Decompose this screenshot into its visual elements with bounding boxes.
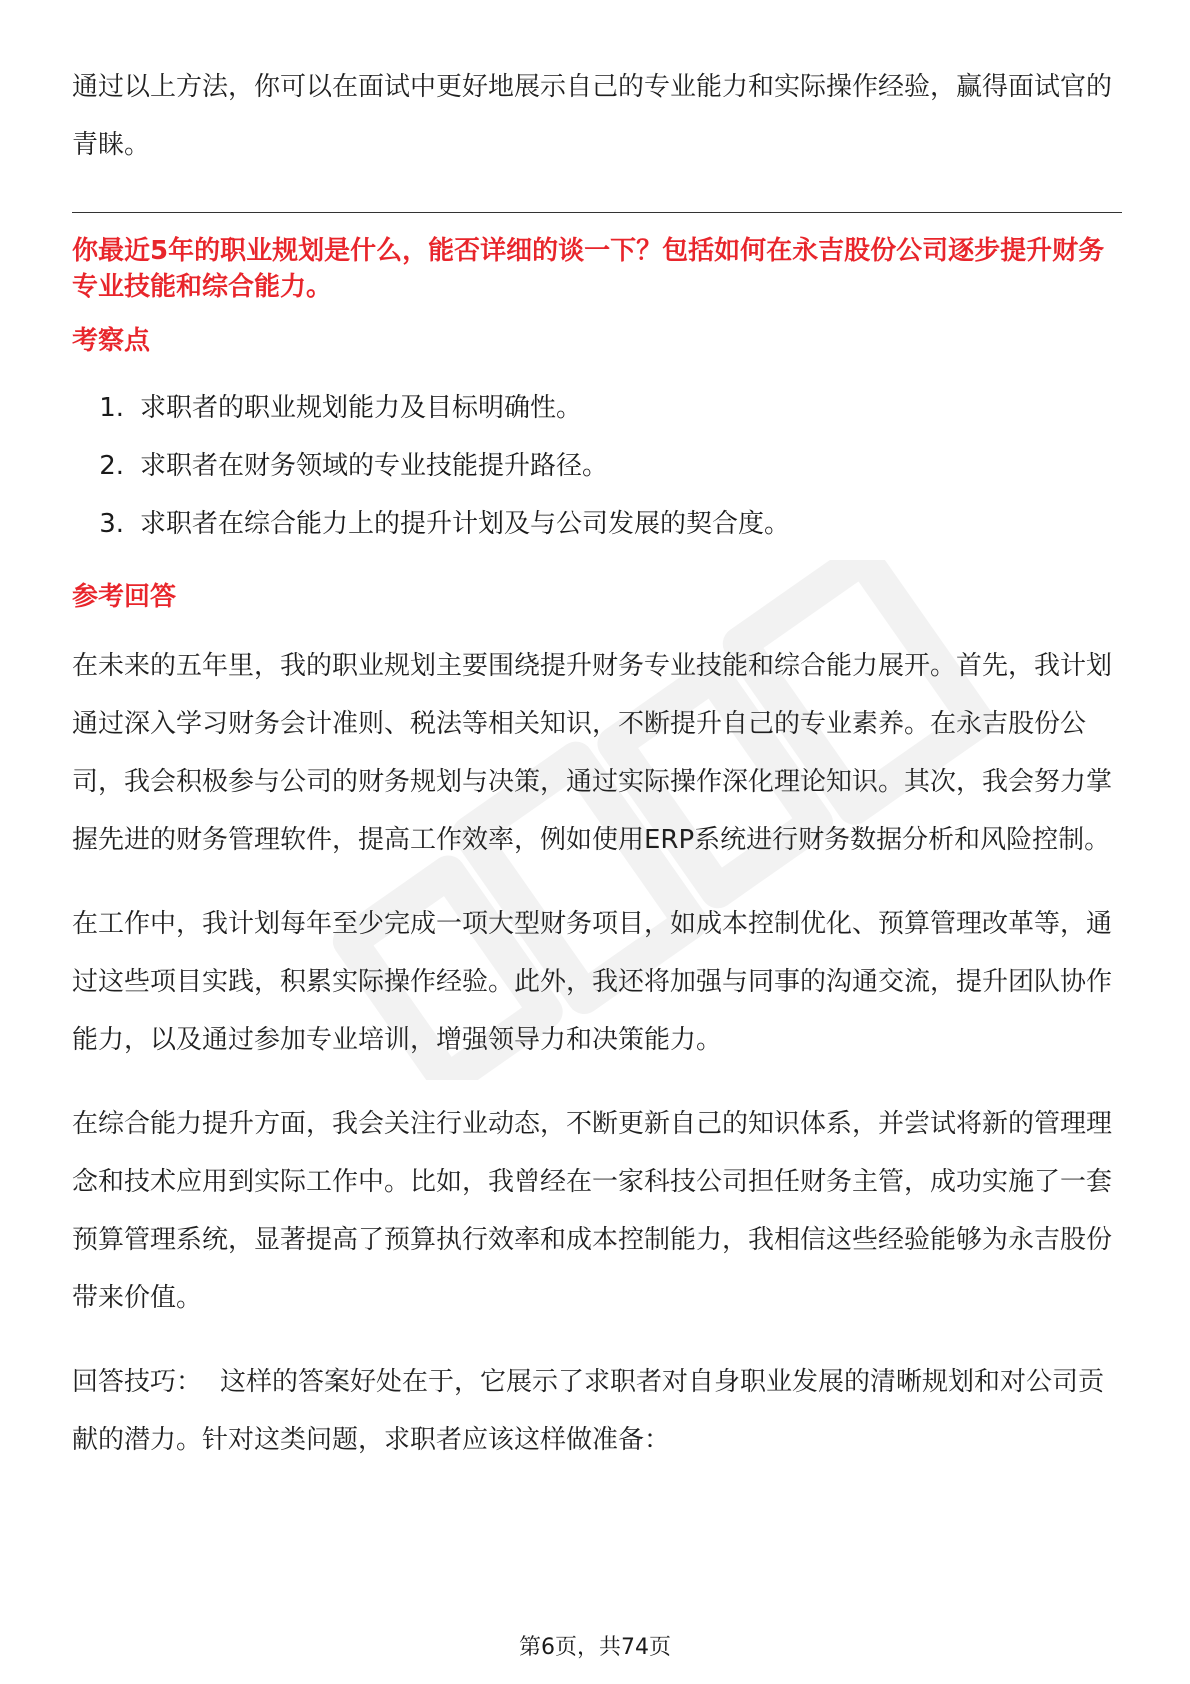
tips-text: 这样的答案好处在于，它展示了求职者对自身职业发展的清晰规划和对公司贡献的潜力。针对这类问题，求职者应该这样做准备：	[72, 1367, 1105, 1455]
answer-paragraph-3: 在综合能力提升方面，我会关注行业动态，不断更新自己的知识体系，并尝试将新的管理理念和技术应用到实际工作中。比如，我曾经在一家科技公司担任财务主管，成功实施了一套预算管理系统，显著提高了预算执行效率和成本控制能力，我相信这些经验能够为永吉股份带来价值。	[72, 1109, 1113, 1313]
list-item	[72, 437, 1122, 495]
list-item-number: 3.	[99, 509, 124, 539]
intro-paragraph: 通过以上方法，你可以在面试中更好地展示自己的专业能力和实际操作经验，赢得面试官的青睐。	[72, 72, 1113, 160]
section-divider	[72, 212, 1122, 213]
list-item	[72, 495, 1122, 553]
page-number-footer: 第6页，共74页	[519, 1635, 671, 1660]
question-heading: 你最近5年的职业规划是什么，能否详细的谈一下？包括如何在永吉股份公司逐步提升财务专业技能和综合能力。	[72, 236, 1105, 302]
answer-title: 参考回答	[72, 582, 177, 612]
content-area	[72, 58, 1122, 1469]
list-item-text: 求职者在综合能力上的提升计划及与公司发展的契合度。	[140, 509, 791, 539]
list-item	[72, 379, 1122, 437]
answer-paragraph-2: 在工作中，我计划每年至少完成一项大型财务项目，如成本控制优化、预算管理改革等，通过这些项目实践，积累实际操作经验。此外，我还将加强与同事的沟通交流，提升团队协作能力，以及通过参加专业培训，增强领导力和决策能力。	[72, 909, 1113, 1055]
list-item-text: 求职者在财务领域的专业技能提升路径。	[140, 451, 609, 481]
list-item-number: 2.	[99, 451, 124, 481]
answer-paragraph-1: 在未来的五年里，我的职业规划主要围绕提升财务专业技能和综合能力展开。首先，我计划通过深入学习财务会计准则、税法等相关知识，不断提升自己的专业素养。在永吉股份公司，我会积极参与公司的财务规划与决策，通过实际操作深化理论知识。其次，我会努力掌握先进的财务管理软件，提高工作效率，例如使用ERP系统进行财务数据分析和风险控制。	[72, 651, 1113, 855]
list-item-text: 求职者的职业规划能力及目标明确性。	[140, 393, 583, 423]
focus-list	[72, 379, 1122, 553]
focus-title: 考察点	[72, 326, 151, 356]
list-item-number: 1.	[99, 393, 124, 423]
tips-paragraph	[72, 1353, 1122, 1469]
tips-label: 回答技巧：	[72, 1367, 203, 1397]
